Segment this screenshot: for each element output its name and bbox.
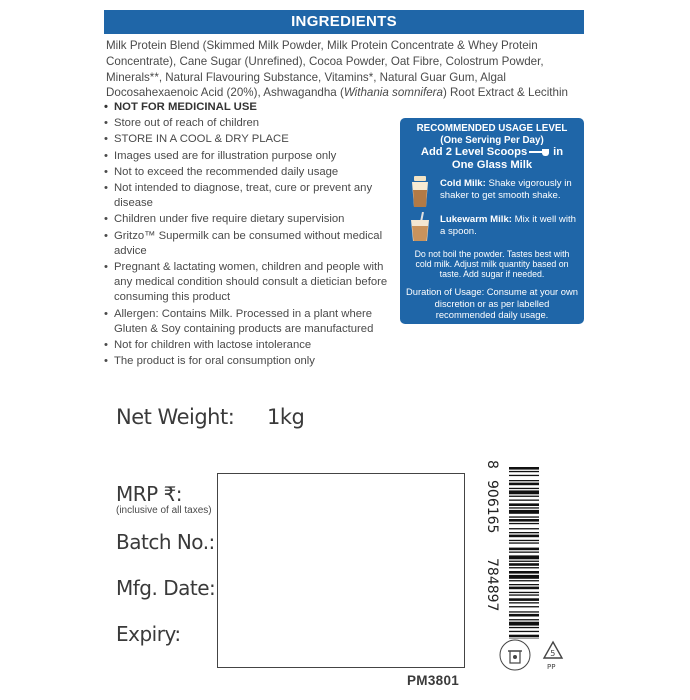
barcode-bar [509, 567, 539, 568]
barcode-digits [486, 460, 506, 640]
expiry-label: Expiry: [116, 622, 181, 646]
barcode-bar [509, 540, 539, 541]
mrp-label: MRP ₹: [116, 482, 183, 506]
barcode-bar [509, 580, 539, 581]
usage-panel [400, 118, 584, 324]
usage-title [400, 123, 584, 172]
barcode-bar [509, 523, 539, 524]
mfg-date-label: Mfg. Date: [116, 576, 216, 600]
ingredients-italic: Withania somnifera [343, 86, 443, 100]
barcode-bar [509, 483, 539, 486]
barcode-bar [509, 622, 539, 626]
barcode-bar [509, 598, 539, 601]
ingredients-text: Milk Protein Blend (Skimmed Milk Powder, Milk Protein Concentrate & Whey Protein Concentrate), Cane Sugar (Unrefined), Cocoa Powder, Oat Fibre, Colostrum Powder, Minerals**, Natural Flavouring Substance, Vitamins*, Natural Guar Gum, Algal Docosahexaenoic Acid (20%), Ashwagandha (Withania somnifera) Root Extract & Lecithin [106, 39, 568, 100]
barcode-bar [509, 619, 539, 620]
barcode-bar [509, 519, 539, 522]
barcode-bar [509, 507, 539, 508]
barcode-bar [509, 500, 539, 501]
barcode-bar [509, 516, 539, 517]
barcode-bar [509, 535, 539, 538]
dispose-bin-icon [500, 640, 530, 670]
barcode-bar [509, 555, 539, 559]
barcode-bar [509, 467, 539, 470]
glass-spoon-icon [408, 212, 432, 242]
barcode-bar [509, 488, 539, 489]
pm-code: PM3801 [407, 673, 460, 688]
warning-item: • Not to exceed the recommended daily usage [104, 165, 392, 180]
barcode-digits-2: 906165 [484, 480, 500, 534]
ingredients-header: INGREDIENTS [104, 10, 584, 34]
usage-title-line4: One Glass Milk [451, 159, 533, 172]
barcode-bar [509, 611, 539, 612]
warning-item: • Store out of reach of children [104, 116, 392, 131]
barcode-bar [509, 592, 539, 593]
barcode-bar [509, 584, 539, 585]
barcode-bar [509, 587, 539, 590]
usage-duration: Duration of Usage: Consume at your own discretion or as per labelled recommended daily usage. [406, 286, 578, 321]
barcode-bar [509, 594, 539, 595]
barcode-bar [509, 496, 539, 497]
warnings-list [104, 100, 392, 370]
recycle-pp-icon [544, 642, 562, 671]
usage-title-line1: RECOMMENDED USAGE LEVEL [416, 123, 568, 134]
recycle-code: 5 [550, 649, 556, 658]
warning-item: • NOT FOR MEDICINAL USE [104, 100, 392, 115]
barcode-bar [509, 561, 539, 562]
mrp-note: (inclusive of all taxes) [116, 505, 212, 516]
barcode-bar [509, 532, 539, 533]
net-weight-value: 1kg [267, 405, 305, 429]
warm-milk-row [408, 212, 580, 244]
barcode-digits-3: 784897 [484, 558, 500, 612]
barcode-bar [509, 602, 539, 603]
barcode-bar [509, 552, 539, 553]
barcode-bar [509, 563, 539, 566]
barcode-bar [509, 548, 539, 551]
cold-milk-text: Cold Milk: Shake vigorously in shaker to get smooth shake. [440, 178, 572, 201]
barcode-bar [509, 510, 539, 514]
barcode-bar [509, 503, 539, 506]
warning-item: • The product is for oral consumption only [104, 354, 392, 369]
scoop-icon [529, 148, 551, 157]
batch-label: Batch No.: [116, 530, 215, 554]
warning-item: • Children under five require dietary supervision [104, 212, 392, 227]
usage-title-line3: Add 2 Level Scoops in [420, 146, 564, 159]
usage-title-line2: (One Serving Per Day) [440, 134, 544, 146]
barcode-digit-1: 8 [484, 460, 500, 469]
usage-note: Do not boil the powder. Tastes best with cold milk. Adjust milk quantity based on taste. Add sugar if needed. [414, 249, 570, 280]
warning-item: • Pregnant & lactating women, children and people with any medical condition should consult a dietician before consuming this product [104, 260, 392, 306]
barcode-bar [509, 606, 539, 607]
warning-item: • Allergen: Contains Milk. Processed in a plant where Gluten & Soy containing products are manufactured [104, 307, 392, 337]
print-stamp-box [217, 473, 465, 668]
warning-item: • Not for children with lactose intolerance [104, 338, 392, 353]
barcode-bar [509, 631, 539, 632]
barcode-bar [509, 475, 539, 476]
barcode-bar [509, 614, 539, 617]
barcode-bar [509, 542, 539, 543]
barcode-bar [509, 571, 539, 574]
recycle-icons [498, 636, 578, 674]
barcode-bar [509, 490, 539, 494]
net-weight-label: Net Weight: [116, 405, 235, 429]
warning-item: • STORE IN A COOL & DRY PLACE [104, 132, 392, 147]
barcode-bar [509, 575, 539, 579]
shaker-icon [408, 176, 432, 208]
warning-item: • Images used are for illustration purpose only [104, 149, 392, 164]
barcode-bar [509, 471, 539, 472]
barcode-bar [509, 627, 539, 628]
cold-milk-row [408, 176, 580, 210]
warning-item: • Not intended to diagnose, treat, cure or prevent any disease [104, 181, 392, 211]
barcode-bar [509, 480, 539, 481]
warning-item: • Gritzo™ Supermilk can be consumed without medical advice [104, 229, 392, 259]
barcode-bar [509, 528, 539, 529]
warm-milk-text: Lukewarm Milk: Mix it well with a spoon. [440, 214, 576, 237]
recycle-material: PP [547, 663, 556, 671]
